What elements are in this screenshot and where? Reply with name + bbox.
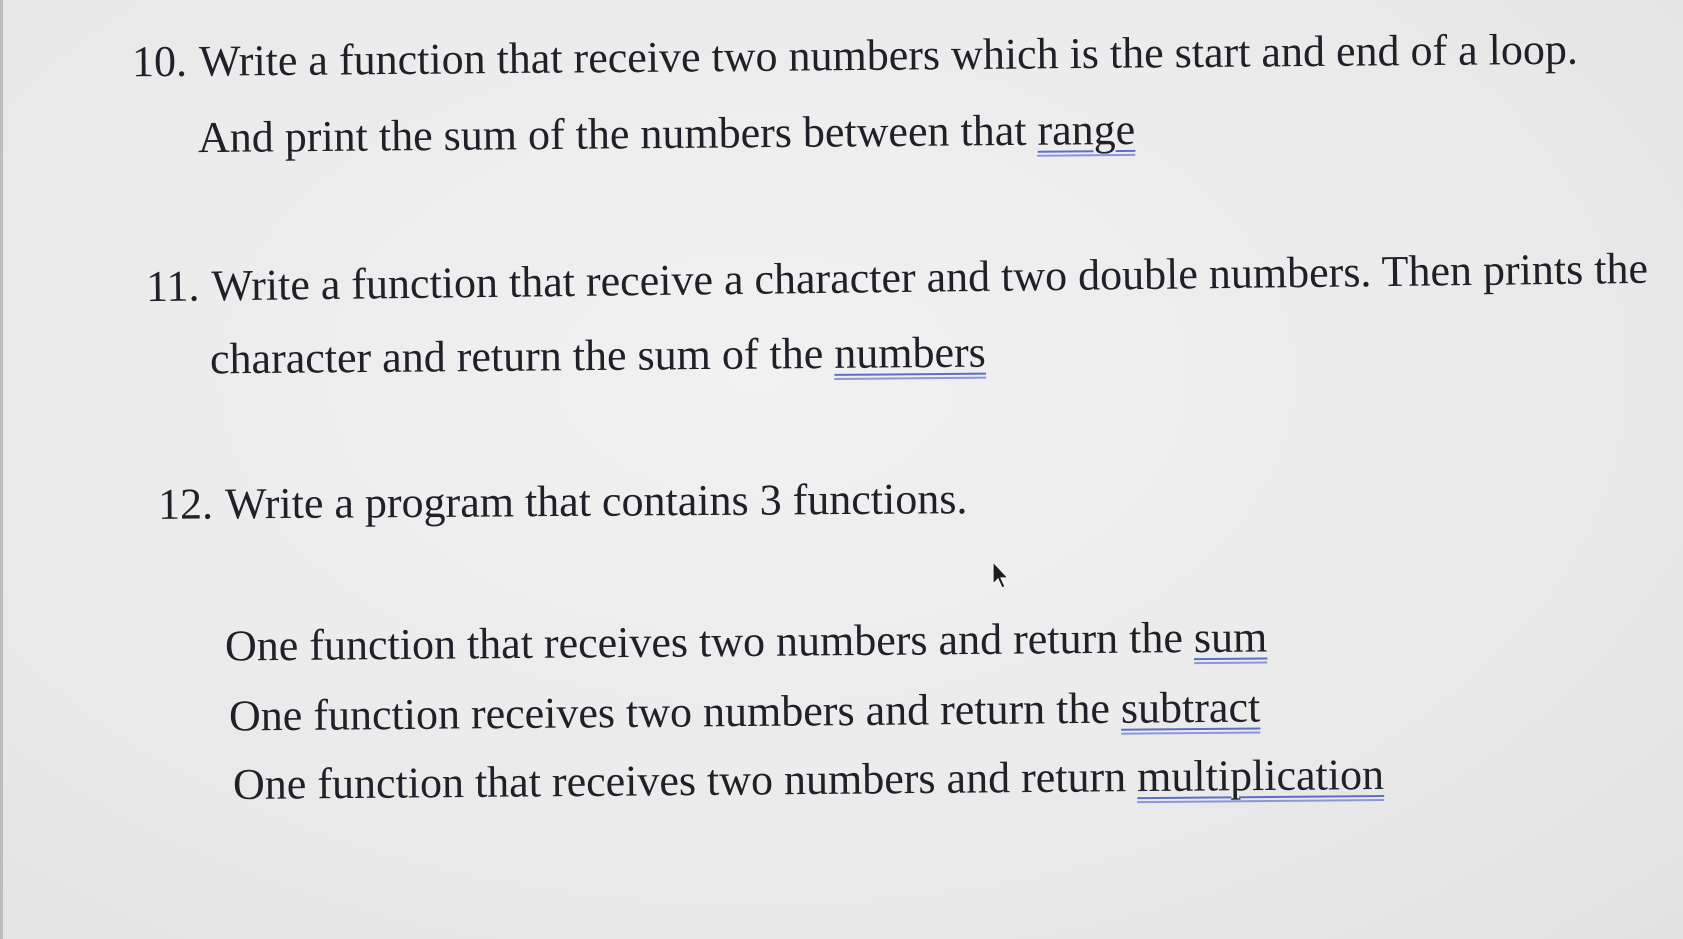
question-number: 10. <box>131 36 188 87</box>
question-text: Write a program that contains 3 functions. <box>224 474 968 529</box>
question-11-line-2 <box>209 327 987 384</box>
question-text: character and return the sum of the <box>209 328 835 384</box>
sub-item-subtract <box>228 682 1261 741</box>
question-number: 12. <box>157 479 214 529</box>
question-number: 11. <box>145 261 200 312</box>
spellcheck-marked-word: range <box>1037 104 1136 155</box>
sub-item-text: One function that receives two numbers and return <box>232 752 1138 810</box>
spellcheck-marked-word: subtract <box>1120 682 1261 733</box>
sub-item-text: One function receives two numbers and return the <box>228 683 1122 741</box>
question-text: Write a function that receive two numbers which is the start and end of a loop. <box>198 24 1579 86</box>
spellcheck-marked-word: multiplication <box>1136 749 1385 802</box>
question-10-line-1 <box>131 24 1579 87</box>
sub-item-sum <box>224 612 1268 671</box>
sub-item-multiplication <box>232 749 1385 810</box>
page-edge <box>0 0 3 939</box>
spellcheck-marked-word: numbers <box>834 327 987 378</box>
sub-item-text: One function that receives two numbers and return the <box>224 613 1195 671</box>
arrow-cursor-icon <box>991 560 1013 590</box>
question-text: Write a function that receive a character and two double numbers. Then prints the <box>211 243 1649 311</box>
question-10-line-2 <box>197 104 1136 163</box>
spellcheck-marked-word: sum <box>1193 612 1268 663</box>
question-11-line-1 <box>145 243 1649 312</box>
question-12-line-1 <box>157 474 968 529</box>
question-text: And print the sum of the numbers between that <box>197 105 1038 163</box>
